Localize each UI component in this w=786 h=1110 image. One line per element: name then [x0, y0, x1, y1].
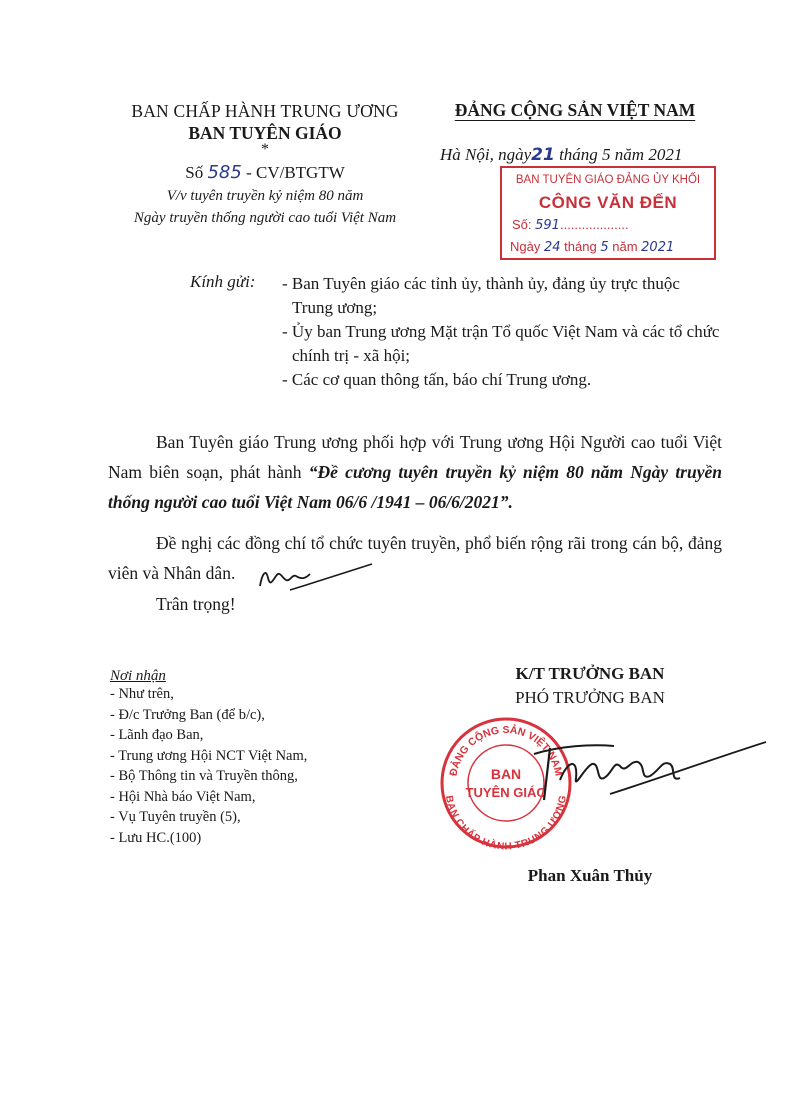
receiver-item: - Lãnh đạo Ban, [110, 727, 204, 743]
issuer-org: BAN CHẤP HÀNH TRUNG ƯƠNG [131, 101, 399, 121]
date-suffix: tháng 5 năm 2021 [559, 145, 683, 164]
stamp-year-value: 2021 [641, 240, 675, 255]
document-number [100, 162, 430, 184]
date-day-handwritten: 21 [531, 145, 555, 165]
handwritten-signature [520, 720, 770, 820]
receiver-item: - Đ/c Trưởng Ban (để b/c), [110, 706, 265, 723]
stamp-number-value: 591 [535, 218, 560, 233]
recipients-list [282, 272, 722, 392]
receivers-title: Nơi nhận [110, 668, 166, 684]
star-mark: * [261, 141, 269, 158]
party-header: ĐẢNG CỘNG SẢN VIỆT NAM [454, 100, 696, 120]
paragraph-1-text: Ban Tuyên giáo Trung ương phối hợp với Trung ương Hội Người cao tuổi Việt Nam biên soạn, phát hành [108, 432, 722, 482]
body-paragraph-2: Đề nghị các đồng chí tổ chức tuyên truyền, phổ biến rộng rãi trong cán bộ, đảng viên và Nhân dân. [108, 533, 722, 583]
receiver-item: - Lưu HC.(100) [110, 829, 202, 846]
receiver-item: - Bộ Thông tin và Truyền thông, [110, 768, 298, 784]
handwritten-initials [256, 556, 376, 600]
recipient-item: - Các cơ quan thông tấn, báo chí Trung ương. [282, 370, 592, 389]
body-paragraph-1 [108, 427, 722, 517]
recipients-label: Kính gửi: [190, 272, 256, 291]
receiver-item: - Vụ Tuyên truyền (5), [110, 809, 241, 825]
seal-outer-top: ĐẢNG CỘNG SẢN VIỆT NAM [447, 724, 565, 778]
stamp-number: Số: 591................... [512, 217, 629, 233]
stamp-title: CÔNG VĂN ĐẾN [538, 193, 678, 212]
signer-subtitle: PHÓ TRƯỞNG BAN [515, 688, 665, 707]
doc-prefix: Số [185, 163, 204, 182]
stamp-month-value: 5 [600, 240, 609, 255]
date-prefix: Hà Nội, ngày [440, 145, 532, 164]
doc-number-handwritten: 585 [207, 162, 242, 183]
recipient-item: - Ban Tuyên giáo các tỉnh ủy, thành ủy, đảng ủy trực thuộc Trung ương; [282, 274, 680, 317]
subject-line-2: Ngày truyền thống người cao tuổi Việt Nam [133, 210, 397, 226]
seal-center-1: BAN [490, 766, 522, 782]
issue-date [440, 145, 682, 165]
seal-center-2: TUYÊN GIÁO [465, 785, 547, 800]
stamp-day-label: Ngày [510, 239, 541, 254]
outline-title: “Đề cương tuyên truyền kỷ niệm 80 năm Ngày truyền thống người cao tuổi Việt Nam 06/6 /1941 – 06/6/2021”. [108, 462, 722, 512]
seal-outer-bottom: BAN CHẤP HÀNH TRUNG ƯƠNG [442, 794, 570, 851]
signer-name: Phan Xuân Thủy [527, 866, 653, 885]
receiver-item: - Hội Nhà báo Việt Nam, [110, 788, 256, 805]
issuer-header [100, 100, 430, 228]
closing-text: Trân trọng! [156, 594, 236, 614]
incoming-stamp [500, 166, 716, 260]
stamp-year-label: năm [612, 239, 638, 254]
subject-line-1: V/v tuyên truyền kỷ niệm 80 năm [166, 188, 364, 204]
signer-title: K/T TRƯỞNG BAN [515, 664, 665, 683]
doc-suffix: - CV/BTGTW [246, 163, 345, 182]
receivers-list [110, 684, 307, 848]
receiver-item: - Như trên, [110, 686, 174, 702]
stamp-org: BAN TUYÊN GIÁO ĐẢNG ỦY KHỐI [515, 174, 701, 186]
stamp-month-label: tháng [564, 239, 597, 254]
stamp-number-label: Số: [512, 217, 532, 232]
stamp-date [510, 239, 714, 255]
receiver-item: - Trung ương Hội NCT Việt Nam, [110, 747, 308, 764]
stamp-day-value: 24 [543, 240, 561, 255]
issuer-dept: BAN TUYÊN GIÁO [188, 123, 342, 143]
recipient-item: - Ủy ban Trung ương Mặt trận Tổ quốc Việt Nam và các tổ chức chính trị - xã hội; [282, 322, 720, 365]
